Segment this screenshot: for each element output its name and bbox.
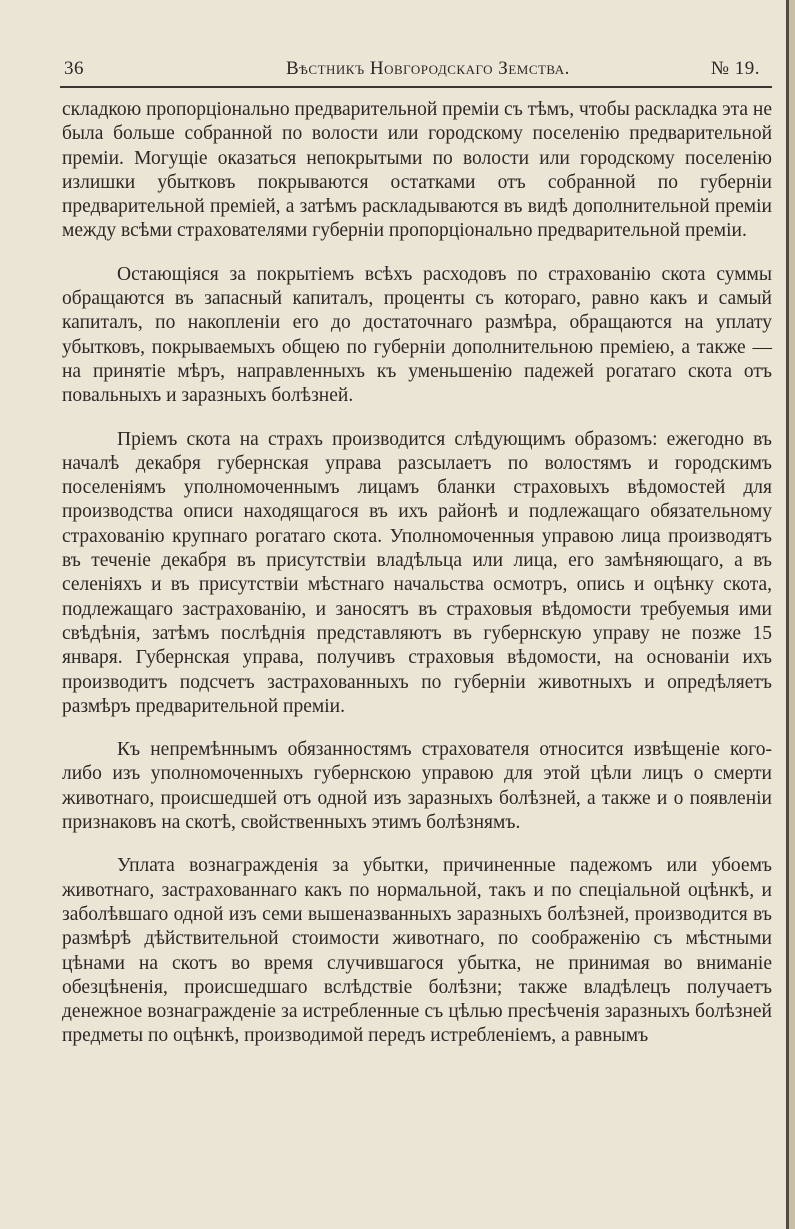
paragraph-3: Пріемъ скота на страхъ производится слѣдующимъ образомъ: ежегодно въ началѣ декабря губернская управа разсылаетъ по волостямъ и городскимъ поселеніямъ уполномоченнымъ лицамъ бланки страховыхъ вѣдомостей для производства описи находящагося въ ихъ районѣ и подлежащаго обязательному страхованію крупнаго рогатаго скота. Уполномоченныя управою лица производятъ въ теченіе декабря въ присутствіи владѣльца или лица, его замѣняющаго, а въ селеніяхъ и въ присутствіи мѣстнаго начальства осмотръ, опись и оцѣнку скота, подлежащаго застрахованію, и заносятъ въ страховыя вѣдомости требуемыя ими свѣдѣнія, затѣмъ послѣднія представляютъ въ губернскую управу не позже 15 января. Губернская управа, получивъ страховыя вѣдомости, на основаніи ихъ производитъ подсчетъ застрахованныхъ по губерніи животныхъ и опредѣляетъ размѣръ предварительной преміи. [62, 428, 772, 717]
running-header [60, 56, 760, 84]
issue-number: № 19. [710, 58, 760, 79]
paragraph-2: Остающіяся за покрытіемъ всѣхъ расходовъ по страхованію скота суммы обращаются въ запасный капиталъ, проценты съ котораго, равно какъ и самый капиталъ, по накопленіи его до достаточнаго размѣра, обращаются на уплату убытковъ, покрываемыхъ общею по губерніи дополнительною преміею, а также — на принятіе мѣръ, направленныхъ къ уменьшенію падежей рогатаго скота отъ повальныхъ и заразныхъ болѣзней. [62, 263, 772, 407]
paragraph-5: Уплата вознагражденія за убытки, причиненные падежомъ или убоемъ животнаго, застрахованнаго какъ по нормальной, такъ и по спеціальной оцѣнкѣ, и заболѣвшаго одной изъ семи вышеназванныхъ заразныхъ болѣзней, производится въ размѣрѣ дѣйствительной стоимости животнаго, по соображенію съ мѣстными цѣнами на скотъ во время случившагося убытка, не принимая во вниманіе обезцѣненія, происшедшаго вслѣдствіе болѣзни; также владѣлецъ получаетъ денежное вознагражденіе за истребленные съ цѣлью пресѣченія заразныхъ болѣзней предметы по оцѣнкѣ, производимой передъ истребленіемъ, а равнымъ [62, 855, 772, 1047]
page-edge-shadow [789, 0, 795, 1229]
journal-title: Вѣстникъ Новгородскаго Земства. [286, 58, 570, 79]
paragraph-1: складкою пропорціонально предварительной преміи съ тѣмъ, чтобы раскладка эта не была больше собранной по волости или городскому поселенію предварительной преміи. Могущіе оказаться непокрытыми по волости или городскому поселенію излишки убытковъ покрываются остатками отъ собранной по губерніи предварительной преміей, а затѣмъ раскладываются въ видѣ дополнительной преміи между всѣми страхователями губерніи пропорціонально предварительной преміи. [62, 99, 772, 242]
header-rule [60, 86, 772, 88]
paragraph-4: Къ непремѣннымъ обязанностямъ страхователя относится извѣщеніе кого-либо изъ уполномоченныхъ губернскою управою для этой цѣли лицъ о смерти животнаго, происшедшей отъ одной изъ заразныхъ болѣзней, а также и о появленіи признаковъ на скотѣ, свойственныхъ этимъ болѣзнямъ. [62, 739, 772, 834]
page-number: 36 [64, 58, 84, 79]
body-text [62, 98, 772, 1068]
page-binding-edge [786, 0, 789, 1229]
